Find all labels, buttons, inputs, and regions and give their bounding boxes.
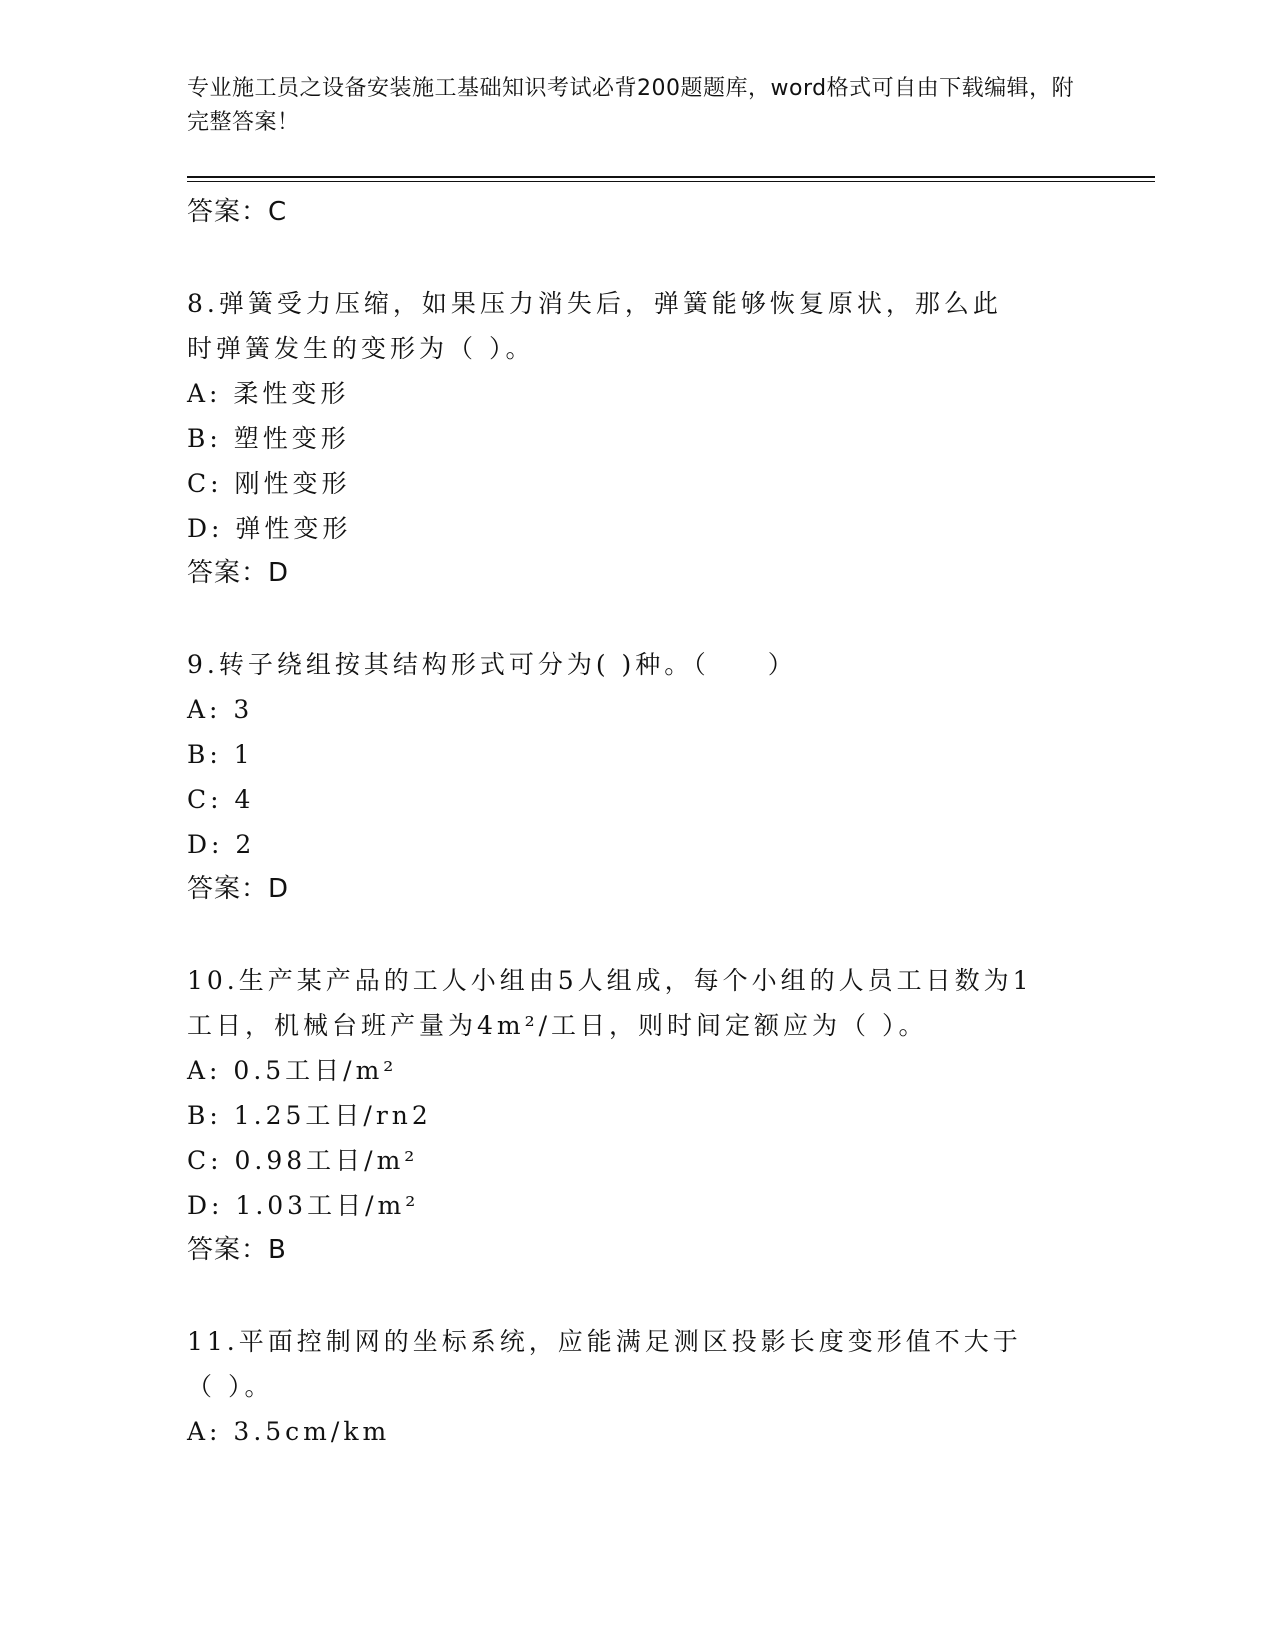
answer-label: 答案：B: [187, 1235, 287, 1265]
question-block: [187, 281, 1087, 595]
question-stem: 8.弹簧受力压缩，如果压力消失后，弹簧能够恢复原状，那么此时弹簧发生的变形为（ ）。: [187, 289, 1002, 363]
question-block: [187, 642, 1087, 911]
option-a: A: 柔性变形: [187, 379, 350, 408]
header-divider-thin: [187, 181, 1155, 182]
question-block: [187, 958, 1087, 1272]
option-c: C: 0.98工日/m²: [187, 1146, 419, 1175]
option-d: D: 弹性变形: [187, 514, 352, 543]
question-block: [187, 1319, 1087, 1454]
question-stem: 11.平面控制网的坐标系统，应能满足测区投影长度变形值不大于（ ）。: [187, 1327, 1022, 1401]
option-b: B: 塑性变形: [187, 424, 350, 453]
question-stem: 9.转子绕组按其结构形式可分为( )种。（ ）: [187, 650, 797, 679]
option-c: C: 4: [187, 785, 255, 814]
answer-label: 答案：C: [187, 197, 288, 227]
option-d: D: 1.03工日/m²: [187, 1191, 420, 1220]
document-header: 专业施工员之设备安装施工基础知识考试必背200题题库，word格式可自由下载编辑，附完整答案！: [187, 76, 1075, 135]
option-c: C: 刚性变形: [187, 469, 351, 498]
question-list: [187, 190, 1087, 1454]
option-b: B: 1.25工日/rn2: [187, 1101, 432, 1130]
answer-label: 答案：D: [187, 874, 290, 904]
option-b: B: 1: [187, 740, 254, 769]
option-a: A: 3: [187, 695, 254, 724]
option-d: D: 2: [187, 830, 256, 859]
option-a: A: 3.5cm/km: [187, 1417, 391, 1446]
header-divider-thick: [187, 176, 1155, 178]
option-a: A: 0.5工日/m²: [187, 1056, 398, 1085]
answer-label: 答案：D: [187, 558, 290, 588]
question-stem: 10.生产某产品的工人小组由5人组成，每个小组的人员工日数为1工日，机械台班产量为4m²/工日，则时间定额应为（ ）。: [187, 966, 1033, 1040]
